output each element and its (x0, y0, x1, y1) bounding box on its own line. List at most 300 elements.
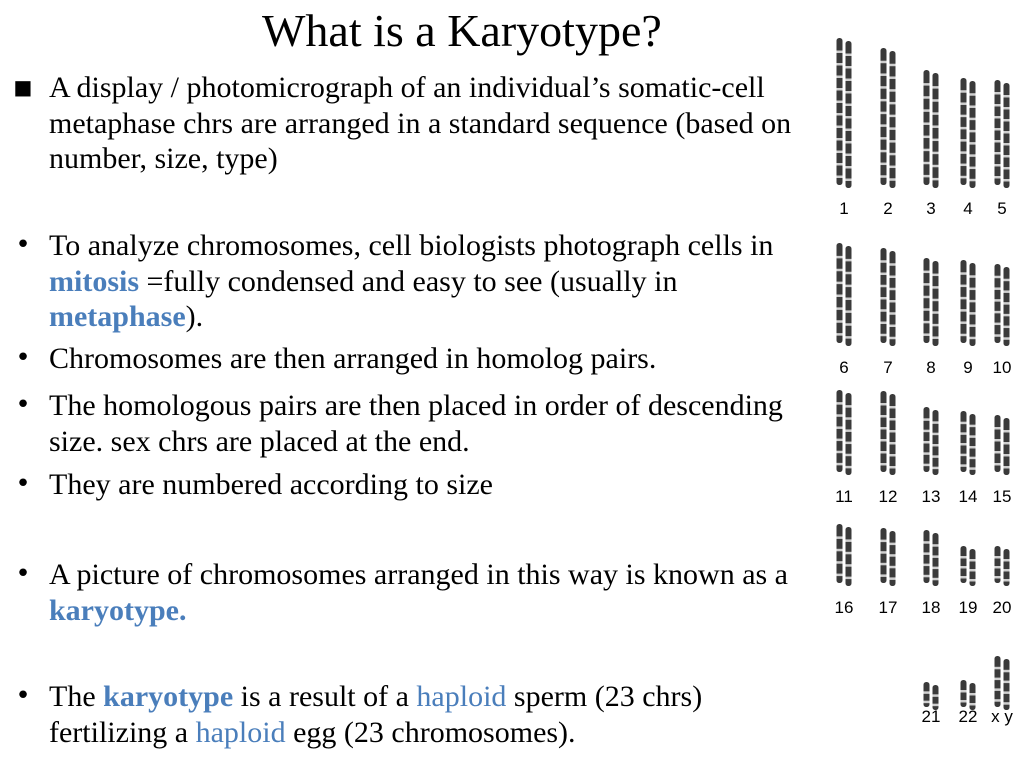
chromosome-band (846, 564, 852, 567)
chromatid (933, 73, 939, 188)
chromosome-band (970, 179, 976, 182)
chromosome-band (924, 122, 930, 125)
chromosome-band (890, 406, 896, 409)
chromosome-band (924, 308, 930, 311)
chromosome-band (933, 152, 939, 155)
chromosome-band (837, 295, 843, 298)
chromatid (924, 407, 930, 472)
chromosome-band (881, 86, 887, 89)
chromosome-band (881, 297, 887, 300)
chromosome-band (995, 116, 1001, 119)
chromosome-number-label: 3 (926, 199, 936, 218)
chromosome-band (970, 105, 976, 108)
chromosome-number-label: 13 (921, 487, 941, 506)
bullet-text: To analyze chromosomes, cell biologists photograph cells in (49, 229, 774, 262)
chromosome-band (890, 140, 896, 143)
chromosome-band (933, 467, 939, 470)
chromosome-band (961, 285, 967, 288)
chromosome-band (890, 300, 896, 303)
chromosome-band (933, 299, 939, 302)
chromosome-number-label: 11 (835, 487, 853, 506)
chromosome-band (890, 577, 896, 580)
chromatid (995, 80, 1001, 185)
chromosome-band (881, 563, 887, 566)
chromosome-band (837, 151, 843, 154)
chromosome-band (881, 415, 887, 418)
chromosome-band (924, 464, 930, 467)
chromosome-band (890, 418, 896, 421)
chromosome-band (995, 92, 1001, 95)
chromosome-band (846, 129, 852, 132)
chromosome-band (890, 288, 896, 291)
chromosome-band (970, 569, 976, 572)
chromosome-band (961, 454, 967, 457)
chromosome-band (846, 323, 852, 326)
chromosome-number-label: 12 (878, 487, 898, 506)
term-haploid: haploid (416, 680, 507, 713)
chromosome-band (924, 452, 930, 455)
chromosome-band (961, 272, 967, 275)
chromosome-band (924, 333, 930, 336)
chromosome-band (1004, 466, 1010, 469)
chromosome-band (1004, 670, 1010, 673)
chromosome-band (924, 541, 930, 544)
chromosome-band (933, 324, 939, 327)
chromosome-band (933, 694, 939, 697)
chromosome-pair (924, 407, 939, 475)
chromosome-band (924, 175, 930, 178)
chromosome-band (1004, 326, 1010, 329)
chromosome-band (970, 703, 976, 706)
chromosome-band (961, 443, 967, 446)
chromosome-band (881, 112, 887, 115)
chromosome-number-label: 10 (992, 358, 1012, 377)
chromosome-pair (924, 258, 939, 346)
chromosome-number-label: 15 (992, 487, 1012, 506)
chromosome-band (846, 442, 852, 445)
chromosome-band (970, 435, 976, 438)
chromosome-band (995, 439, 1001, 442)
chromosome-band (881, 551, 887, 554)
chromosome-band (890, 276, 896, 279)
chromosome-band (933, 455, 939, 458)
chromosome-number-label: 19 (958, 598, 978, 617)
chromosome-pair (961, 411, 976, 475)
chromosome-band (890, 543, 896, 546)
chromosome-band (933, 544, 939, 547)
chromosome-band (961, 334, 967, 337)
chromosome-band (961, 464, 967, 467)
chromosome-band (846, 336, 852, 339)
chromosome-band (1004, 95, 1010, 98)
chromosome-band (881, 574, 887, 577)
chromosome-band (961, 576, 967, 579)
chromosome-band (970, 693, 976, 696)
bullet-dot-icon: • (15, 343, 31, 373)
chromosome-band (924, 296, 930, 299)
chromosome-band (933, 421, 939, 424)
chromosome-band (1004, 559, 1010, 562)
chromosome-band (837, 63, 843, 66)
chromosome-band (846, 154, 852, 157)
chromosome-band (846, 141, 852, 144)
chromosome-pair (924, 70, 939, 188)
chromosome-band (890, 554, 896, 557)
chromosome-band (961, 115, 967, 118)
chromosome-number-label: 16 (834, 598, 854, 617)
chromosome-band (1004, 107, 1010, 110)
chromosome-band (1004, 579, 1010, 582)
chromosome-band (961, 139, 967, 142)
chromosome-band (924, 321, 930, 324)
chromosome-band (846, 417, 852, 420)
chromosome-band (995, 463, 1001, 466)
chromosome-band (881, 73, 887, 76)
chromosome-number-label: 2 (883, 199, 893, 218)
karyotype-image (822, 28, 1022, 754)
chromosome-number-label: 4 (963, 199, 973, 218)
chromosome-band (933, 274, 939, 277)
chromosome-band (970, 130, 976, 133)
chromosome-pair (924, 530, 939, 586)
chromosome-pair (881, 48, 896, 188)
chromosome-band (890, 89, 896, 92)
chromatid (970, 414, 976, 475)
chromosome-band (961, 556, 967, 559)
chromosome-band (881, 309, 887, 312)
chromosome-band (924, 162, 930, 165)
chromosome-band (924, 575, 930, 578)
chromosome-pair (881, 248, 896, 346)
chromosome-band (837, 126, 843, 129)
chromosome-band (995, 576, 1001, 579)
chromosome-band (995, 299, 1001, 302)
chromosome-band (837, 320, 843, 323)
chromosome-band (846, 298, 852, 301)
chromosome-band (881, 273, 887, 276)
chromosome-band (924, 552, 930, 555)
bullet-text: sperm (23 chrs) fertilizing a (49, 680, 703, 749)
chromosome-band (846, 179, 852, 182)
chromatid (846, 41, 852, 188)
chromosome-band (881, 150, 887, 153)
chromosome-band (933, 165, 939, 168)
chromosome-band (961, 321, 967, 324)
bullet-text: is a result of a (233, 680, 417, 713)
chromosome-band (846, 259, 852, 262)
chromosome-band (846, 166, 852, 169)
chromosome-band (846, 454, 852, 457)
chromosome-band (970, 288, 976, 291)
chromosome-band (933, 433, 939, 436)
chromosome-number-label: 6 (839, 358, 849, 377)
chromosome-band (881, 260, 887, 263)
chromosome-band (890, 466, 896, 469)
chromosome-band (995, 688, 1001, 691)
chromosome-band (970, 337, 976, 340)
bullet-text: They are numbered according to size (49, 468, 493, 501)
bullet-dot-icon: • (15, 390, 31, 420)
chromosome-band (1004, 681, 1010, 684)
chromosome-band (1004, 119, 1010, 122)
chromosome-number-label: x y (991, 707, 1013, 726)
chromosome-band (995, 667, 1001, 670)
chromosome-band (1004, 454, 1010, 457)
chromatid (837, 38, 843, 185)
chromosome-band (995, 176, 1001, 179)
chromosome-band (890, 337, 896, 340)
chromosome-number-label: 7 (883, 358, 893, 377)
chromosome-band (881, 451, 887, 454)
chromosome-band (881, 163, 887, 166)
chromosome-band (995, 104, 1001, 107)
bullet-text: A picture of chromosomes arranged in this way is known as a (49, 558, 788, 591)
chromosome-band (846, 539, 852, 542)
chromosome-band (1004, 167, 1010, 170)
chromosome-band (881, 334, 887, 337)
bullet-dot-icon: • (15, 559, 31, 589)
chromosome-band (970, 118, 976, 121)
chromosome-band (970, 167, 976, 170)
chromosome-pair (881, 391, 896, 475)
chromosome-band (924, 701, 930, 704)
chromosome-number-label: 21 (921, 707, 941, 726)
chromosome-band (837, 414, 843, 417)
chromosome-band (995, 128, 1001, 131)
chromosome-band (970, 425, 976, 428)
chromatid (961, 411, 967, 472)
chromosome-band (881, 137, 887, 140)
chromatid (1004, 83, 1010, 188)
chromosome-band (890, 115, 896, 118)
chromosome-band (846, 54, 852, 57)
chromosome-band (961, 164, 967, 167)
chromosome-band (1004, 179, 1010, 182)
chromosome-band (995, 323, 1001, 326)
chromosome-band (1004, 290, 1010, 293)
chromosome-band (837, 426, 843, 429)
chromosome-band (961, 176, 967, 179)
chromosome-band (961, 309, 967, 312)
chromosome-band (881, 124, 887, 127)
chromosome-number-label: 8 (926, 358, 936, 377)
term-karyotype: karyotype. (49, 593, 187, 627)
chromosome-number-label: 9 (963, 358, 973, 377)
chromosome-band (1004, 314, 1010, 317)
bullet-analyze (15, 228, 809, 335)
chromosome-band (924, 418, 930, 421)
chromosome-band (890, 263, 896, 266)
chromosome-band (961, 90, 967, 93)
chromosome-band (837, 76, 843, 79)
chromosome-band (890, 102, 896, 105)
chromosome-band (961, 700, 967, 703)
chromosome-band (881, 427, 887, 430)
chromosome-pair (995, 415, 1010, 475)
chromosome-band (890, 76, 896, 79)
bullet-text: =fully condensed and easy to see (usually in (139, 264, 678, 298)
chromosome-band (1004, 131, 1010, 134)
chromosome-band (970, 275, 976, 278)
chromosome-band (961, 432, 967, 435)
chromosome-band (837, 269, 843, 272)
square-bullet-icon: ■ (13, 75, 33, 99)
chromosome-band (961, 690, 967, 693)
chromosome-band (961, 566, 967, 569)
chromosome-band (837, 113, 843, 116)
chromosome-pair (961, 260, 976, 346)
term-karyotype: karyotype (103, 680, 234, 713)
chromosome-band (1004, 143, 1010, 146)
chromosome-band (881, 403, 887, 406)
chromosome-band (933, 125, 939, 128)
chromosome-band (881, 322, 887, 325)
chromosome-band (933, 86, 939, 89)
bullet-descending-size (15, 388, 809, 459)
chromosome-band (1004, 337, 1010, 340)
chromosome-band (837, 402, 843, 405)
chromosome-band (846, 66, 852, 69)
chromosome-band (846, 116, 852, 119)
chromosome-pair (995, 264, 1010, 346)
chromosome-band (890, 566, 896, 569)
chromatid (970, 683, 976, 710)
chromosome-band (995, 287, 1001, 290)
chromosome-band (846, 552, 852, 555)
chromatid (924, 682, 930, 707)
chromosome-band (933, 444, 939, 447)
chromosome-pair (837, 38, 852, 188)
chromosome-band (837, 101, 843, 104)
chromosome-band (970, 446, 976, 449)
chromosome-band (924, 441, 930, 444)
chromosome-band (890, 178, 896, 181)
chromosome-band (881, 99, 887, 102)
chromosome-pair (995, 546, 1010, 586)
bullet-dot-icon: • (15, 469, 31, 499)
bullet-numbered (15, 467, 809, 503)
chromosome-band (837, 536, 843, 539)
chromosome-band (995, 334, 1001, 337)
chromosome-band (961, 422, 967, 425)
chromosome-band (924, 149, 930, 152)
chromosome-band (846, 310, 852, 313)
chromosome-band (961, 102, 967, 105)
chromosome-band (837, 439, 843, 442)
karyotype-figure (822, 28, 1022, 754)
chromosome-band (970, 467, 976, 470)
chromosome-band (837, 51, 843, 54)
chromosome-band (837, 138, 843, 141)
chromosome-band (933, 286, 939, 289)
chromosome-band (995, 152, 1001, 155)
chromosome-band (933, 311, 939, 314)
chromosome-band (995, 556, 1001, 559)
bullet-text: The homologous pairs are then placed in order of descending size. sex chrs are placed at the end. (49, 389, 783, 458)
chromosome-band (933, 178, 939, 181)
chromosome-band (924, 109, 930, 112)
chromosome-band (970, 579, 976, 582)
chromosome-band (890, 127, 896, 130)
chromosome-band (837, 549, 843, 552)
chromosome-band (1004, 430, 1010, 433)
chromosome-band (933, 578, 939, 581)
chromosome-band (890, 430, 896, 433)
chromosome-band (995, 140, 1001, 143)
bullet-picture (15, 557, 809, 628)
chromosome-band (1004, 569, 1010, 572)
chromosome-band (846, 79, 852, 82)
bullet-dot-icon: • (15, 230, 31, 260)
chromosome-pair (837, 390, 852, 475)
chromosome-pair (837, 243, 852, 346)
slide-title: What is a Karyotype? (262, 5, 662, 56)
chromosome-number-label: 1 (839, 199, 849, 218)
chromatid (961, 680, 967, 707)
chromosome-band (837, 333, 843, 336)
chromosome-band (881, 439, 887, 442)
chromosome-band (890, 153, 896, 156)
chromosome-band (846, 466, 852, 469)
chromosome-number-label: 5 (997, 199, 1007, 218)
chromosome-band (846, 285, 852, 288)
chromatid (933, 410, 939, 475)
bullet-dot-icon: • (15, 681, 31, 711)
chromosome-band (995, 427, 1001, 430)
chromosome-band (837, 256, 843, 259)
term-haploid: haploid (195, 715, 286, 749)
chromosome-band (961, 127, 967, 130)
chromosome-band (924, 136, 930, 139)
chromosome-band (970, 93, 976, 96)
chromosome-band (924, 430, 930, 433)
chromosome-number-label: 17 (878, 598, 898, 617)
chromosome-band (970, 559, 976, 562)
chromosome-band (933, 99, 939, 102)
chromosome-band (846, 272, 852, 275)
chromosome-pair (924, 682, 939, 710)
bullet-text: egg (23 chromosomes). (285, 715, 576, 749)
chromosome-band (970, 300, 976, 303)
bullet-text: Chromosomes are then arranged in homolog pairs. (49, 342, 657, 375)
bullet-haploid (15, 679, 809, 750)
chromosome-band (924, 83, 930, 86)
chromosome-band (961, 297, 967, 300)
chromosome-band (881, 61, 887, 64)
term-mitosis: mitosis (49, 264, 139, 298)
bullet-definition (13, 70, 809, 177)
chromosome-band (995, 451, 1001, 454)
chromosome-band (837, 163, 843, 166)
chromosome-band (881, 463, 887, 466)
chromosome-band (961, 151, 967, 154)
chromosome-pair (961, 546, 976, 586)
chromosome-band (1004, 155, 1010, 158)
bullet-text: ). (185, 300, 204, 333)
chromosome-band (933, 555, 939, 558)
chromosome-band (846, 405, 852, 408)
chromosome-band (933, 139, 939, 142)
chromosome-band (995, 276, 1001, 279)
chromosome-pair (881, 528, 896, 586)
chromosome-band (881, 540, 887, 543)
chromosome-band (995, 311, 1001, 314)
chromosome-band (890, 64, 896, 67)
chromosome-band (890, 166, 896, 169)
chromosome-pair (995, 656, 1010, 710)
chromosome-band (881, 285, 887, 288)
chromosome-band (1004, 702, 1010, 705)
